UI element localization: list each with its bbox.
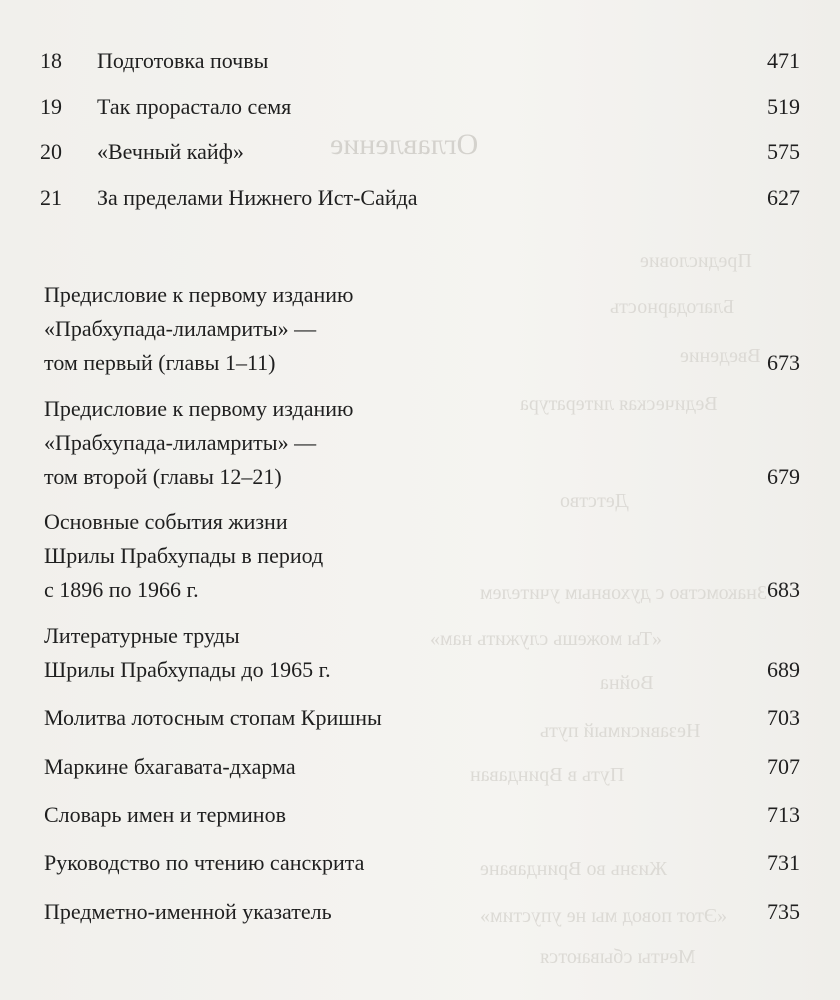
entry-title-line: Предметно-именной указатель [44, 899, 332, 924]
entry-title-line: Молитва лотосным стопам Кришны [44, 705, 382, 730]
page-number: 707 [767, 754, 800, 779]
page-number: 575 [767, 139, 800, 164]
page-number: 689 [767, 657, 800, 682]
show-through-text: Война [600, 672, 654, 694]
entry-title [44, 895, 332, 929]
chapter-number: 21 [40, 185, 62, 210]
chapter-number: 20 [40, 139, 62, 164]
page-number: 731 [767, 850, 800, 875]
chapter-title: Так прорастало семя [97, 94, 292, 119]
entry-title [44, 392, 353, 494]
page-number: 519 [767, 94, 800, 119]
entry-title-line: Предисловие к первому изданию [44, 282, 354, 307]
entry-title-line: том первый (главы 1–11) [44, 350, 276, 375]
entry-title [44, 619, 331, 687]
chapter-title: Подготовка почвы [97, 48, 269, 73]
entry-title-line: Маркине бхагавата-дхарма [44, 754, 296, 779]
entry-title [44, 798, 286, 832]
entry-title-line: Шрилы Прабхупады в период [44, 543, 324, 568]
page-number: 703 [767, 705, 800, 730]
show-through-text: Введение [680, 345, 761, 367]
entry-title [44, 846, 364, 880]
entry-title [44, 505, 323, 607]
entry-title-line: Предисловие к первому изданию [44, 396, 354, 421]
entry-title-line: Словарь имен и терминов [44, 802, 286, 827]
page-number: 713 [767, 802, 800, 827]
entry-title-line: Литературные труды [44, 623, 240, 648]
show-through-text: Детство [560, 490, 629, 512]
entry-title [44, 750, 296, 784]
page-number: 679 [767, 464, 800, 489]
chapter-number: 19 [40, 94, 62, 119]
chapter-title: «Вечный кайф» [97, 139, 244, 164]
entry-title-line: с 1896 по 1966 г. [44, 577, 199, 602]
show-through-text: «Ты можешь служить нам» [430, 628, 662, 650]
entry-title-line: Основные события жизни [44, 509, 288, 534]
entry-title-line: «Прабхупада-лиламриты» — [44, 430, 317, 455]
show-through-text: Мечты сбываются [540, 946, 696, 968]
entry-title [44, 278, 353, 380]
page-number: 735 [767, 899, 800, 924]
entry-title-line: Шрилы Прабхупады до 1965 г. [44, 657, 331, 682]
entry-title-line: «Прабхупада-лиламриты» — [44, 316, 317, 341]
show-through-text: Предисловие [640, 250, 752, 272]
show-through-text: Оглавление [330, 128, 479, 161]
show-through-text: Благодарность [610, 296, 735, 318]
page-number: 683 [767, 577, 800, 602]
entry-title [44, 701, 382, 735]
chapter-number: 18 [40, 48, 62, 73]
show-through-text: «Этот повод мы не упустим» [480, 905, 728, 927]
show-through-text: Ведическая литература [520, 393, 718, 415]
page-number: 627 [767, 185, 800, 210]
page-number: 471 [767, 48, 800, 73]
show-through-text: Жизнь во Вриндаване [480, 858, 668, 880]
show-through-text: Независимый путь [540, 720, 701, 742]
entry-title-line: Руководство по чтению санскрита [44, 850, 365, 875]
entry-title-line: том второй (главы 12–21) [44, 464, 282, 489]
chapter-title: За пределами Нижнего Ист-Сайда [97, 185, 418, 210]
page-number: 673 [767, 350, 800, 375]
show-through-text: Путь в Вриндаван [470, 764, 625, 786]
show-through-text: Знакомство с духовным учителем [480, 582, 767, 604]
